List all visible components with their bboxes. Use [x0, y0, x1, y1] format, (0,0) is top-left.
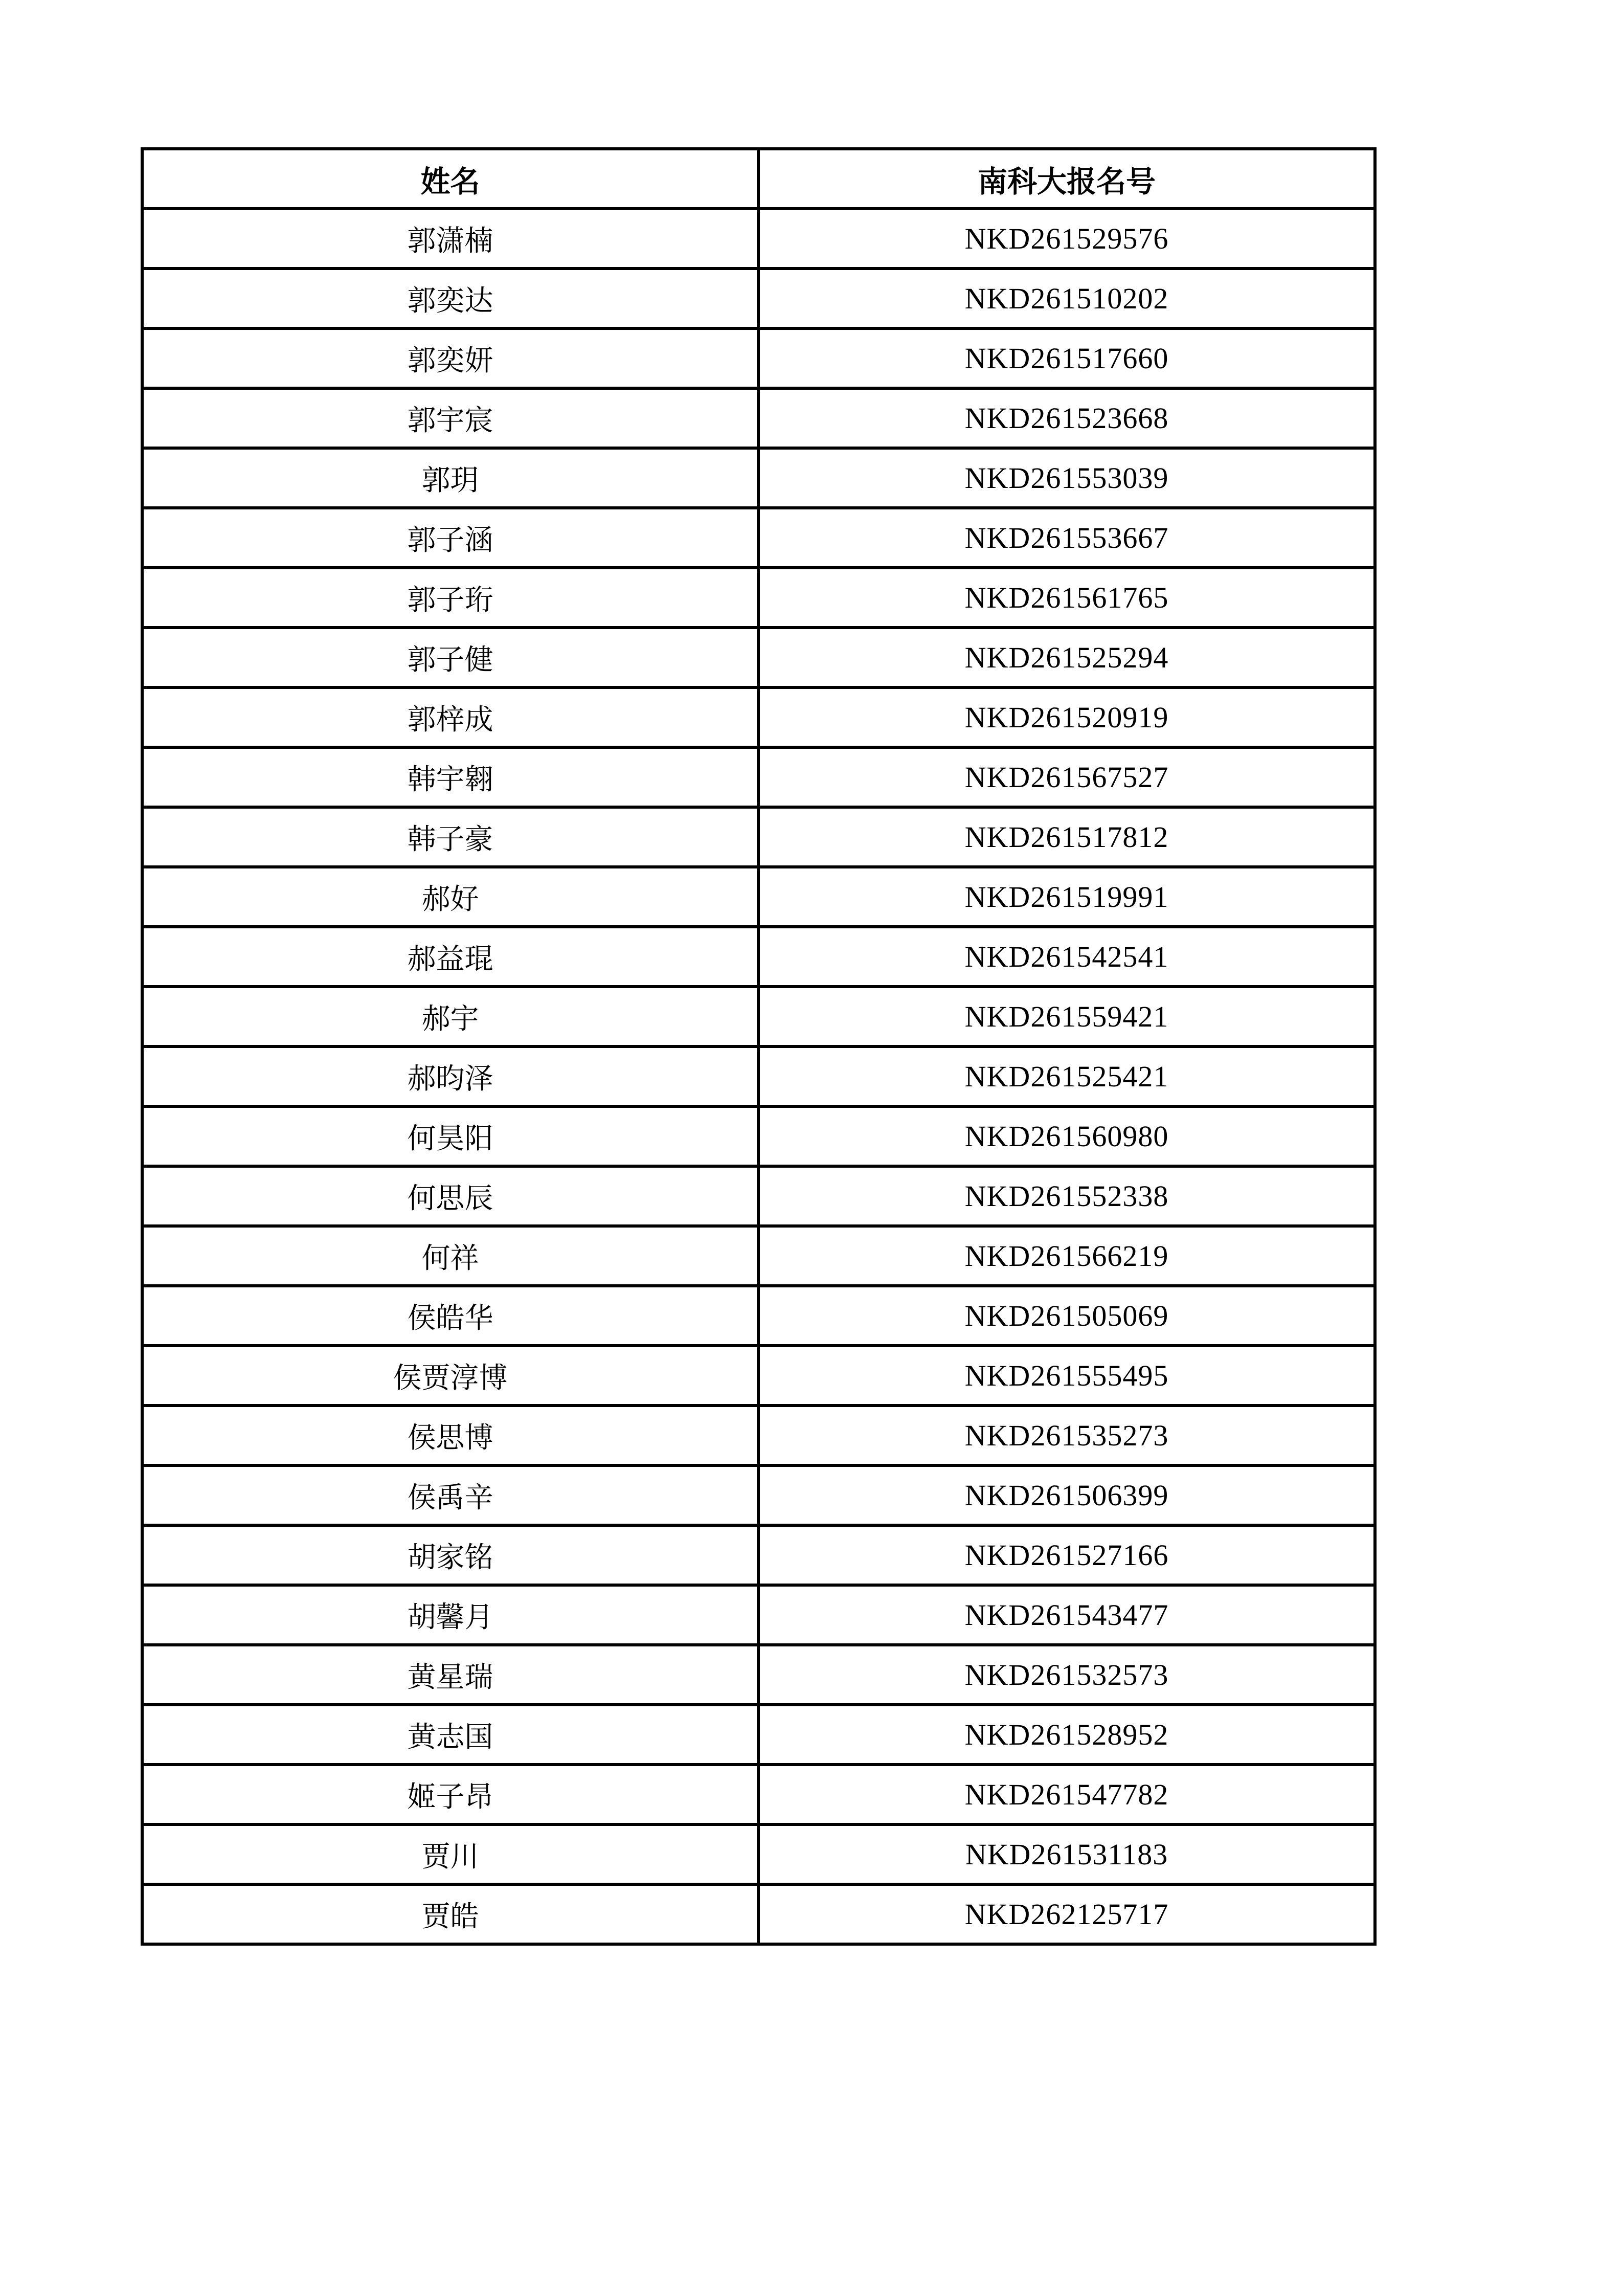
registration-id-cell: NKD261525294	[758, 628, 1375, 687]
table-row	[142, 1705, 1375, 1765]
name-cell: 侯禹辛	[142, 1465, 758, 1525]
registration-id-cell: NKD261535273	[758, 1406, 1375, 1465]
table-row	[142, 1465, 1375, 1525]
registration-id-cell: NKD262125717	[758, 1884, 1375, 1944]
table-row	[142, 1585, 1375, 1645]
table-row	[142, 807, 1375, 867]
name-cell: 郝好	[142, 867, 758, 927]
name-cell: 侯思博	[142, 1406, 758, 1465]
name-cell: 郭奕妍	[142, 328, 758, 388]
registration-id-cell: NKD261505069	[758, 1286, 1375, 1346]
registration-id-cell: NKD261532573	[758, 1645, 1375, 1705]
name-cell: 郭子健	[142, 628, 758, 687]
table-row	[142, 867, 1375, 927]
name-cell: 郝益琨	[142, 927, 758, 987]
registration-id-cell: NKD261547782	[758, 1765, 1375, 1824]
name-cell: 郭梓成	[142, 687, 758, 747]
registration-id-cell: NKD261528952	[758, 1705, 1375, 1765]
registration-id-cell: NKD261552338	[758, 1166, 1375, 1226]
name-cell: 侯皓华	[142, 1286, 758, 1346]
table-row	[142, 448, 1375, 508]
name-cell: 何昊阳	[142, 1106, 758, 1166]
table-row	[142, 508, 1375, 568]
header-row	[142, 149, 1375, 209]
registration-id-cell: NKD261566219	[758, 1226, 1375, 1286]
header-registration-id: 南科大报名号	[758, 149, 1375, 209]
name-cell: 何思辰	[142, 1166, 758, 1226]
registration-id-cell: NKD261517660	[758, 328, 1375, 388]
name-cell: 何祥	[142, 1226, 758, 1286]
name-cell: 郝宇	[142, 987, 758, 1046]
registration-id-cell: NKD261560980	[758, 1106, 1375, 1166]
table-row	[142, 209, 1375, 269]
table-row	[142, 388, 1375, 448]
registration-id-cell: NKD261543477	[758, 1585, 1375, 1645]
table-row	[142, 1346, 1375, 1406]
table-row	[142, 687, 1375, 747]
name-cell: 韩宇翱	[142, 747, 758, 807]
name-cell: 韩子豪	[142, 807, 758, 867]
name-cell: 黄志国	[142, 1705, 758, 1765]
registration-id-cell: NKD261520919	[758, 687, 1375, 747]
name-cell: 侯贾淳博	[142, 1346, 758, 1406]
registration-id-cell: NKD261519991	[758, 867, 1375, 927]
table-row	[142, 927, 1375, 987]
registration-id-cell: NKD261506399	[758, 1465, 1375, 1525]
table-row	[142, 1884, 1375, 1944]
table-row	[142, 1525, 1375, 1585]
registration-id-cell: NKD261525421	[758, 1046, 1375, 1106]
name-cell: 郭子涵	[142, 508, 758, 568]
registration-table	[141, 147, 1377, 1946]
table-row	[142, 328, 1375, 388]
table-row	[142, 1645, 1375, 1705]
header-name: 姓名	[142, 149, 758, 209]
registration-id-cell: NKD261553667	[758, 508, 1375, 568]
registration-id-cell: NKD261531183	[758, 1824, 1375, 1884]
name-cell: 郭子珩	[142, 568, 758, 628]
registration-id-cell: NKD261553039	[758, 448, 1375, 508]
table-row	[142, 1046, 1375, 1106]
table-row	[142, 269, 1375, 328]
name-cell: 贾皓	[142, 1884, 758, 1944]
table-row	[142, 1286, 1375, 1346]
name-cell: 郭奕达	[142, 269, 758, 328]
table-row	[142, 1765, 1375, 1824]
registration-id-cell: NKD261561765	[758, 568, 1375, 628]
registration-id-cell: NKD261517812	[758, 807, 1375, 867]
registration-id-cell: NKD261510202	[758, 269, 1375, 328]
registration-id-cell: NKD261555495	[758, 1346, 1375, 1406]
table-row	[142, 628, 1375, 687]
name-cell: 郭玥	[142, 448, 758, 508]
registration-id-cell: NKD261559421	[758, 987, 1375, 1046]
table-row	[142, 1824, 1375, 1884]
registration-id-cell: NKD261529576	[758, 209, 1375, 269]
table-row	[142, 568, 1375, 628]
table-row	[142, 747, 1375, 807]
table-row	[142, 1166, 1375, 1226]
name-cell: 郝昀泽	[142, 1046, 758, 1106]
table-row	[142, 987, 1375, 1046]
table-row	[142, 1106, 1375, 1166]
name-cell: 郭潇楠	[142, 209, 758, 269]
name-cell: 郭宇宸	[142, 388, 758, 448]
table-row	[142, 1226, 1375, 1286]
name-cell: 黄星瑞	[142, 1645, 758, 1705]
registration-id-cell: NKD261527166	[758, 1525, 1375, 1585]
table-header	[142, 149, 1375, 209]
name-cell: 姬子昂	[142, 1765, 758, 1824]
registration-id-cell: NKD261567527	[758, 747, 1375, 807]
name-cell: 胡家铭	[142, 1525, 758, 1585]
registration-id-cell: NKD261523668	[758, 388, 1375, 448]
table-row	[142, 1406, 1375, 1465]
name-cell: 胡馨月	[142, 1585, 758, 1645]
name-cell: 贾川	[142, 1824, 758, 1884]
table-body	[142, 209, 1375, 1944]
registration-id-cell: NKD261542541	[758, 927, 1375, 987]
